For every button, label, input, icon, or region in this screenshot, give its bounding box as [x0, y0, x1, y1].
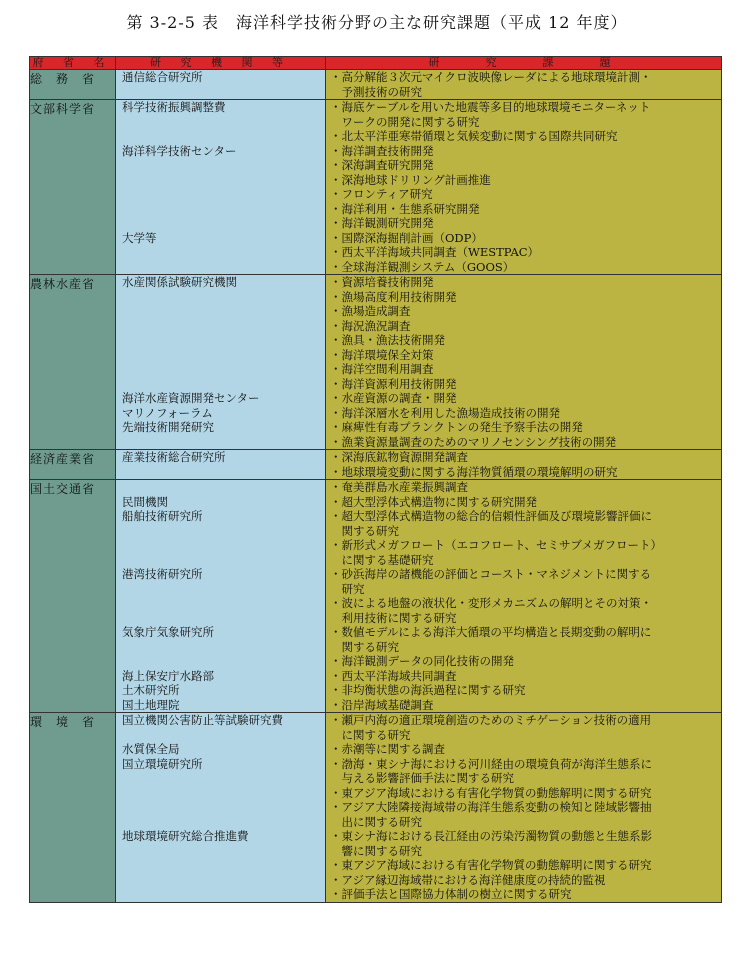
institution-cell	[116, 713, 326, 903]
institution-line	[116, 362, 325, 377]
institution-line	[116, 654, 325, 669]
topic-line: 研究	[330, 581, 365, 596]
topic-line: ・砂浜海岸の諸機能の評価とコースト・マネジメントに関する	[330, 567, 652, 581]
institution-line	[116, 173, 325, 188]
topic-line: ・全球海洋観測システム（GOOS）	[330, 259, 515, 274]
institution-line: 民間機関	[122, 494, 168, 509]
institution-line: マリノフォーラム	[122, 405, 213, 420]
ministry-name: 環 境 省	[30, 713, 116, 903]
institution-line	[116, 304, 325, 319]
ministry-group-row	[30, 713, 722, 903]
topic-line: ・北太平洋亜寒帯循環と気候変動に関する国際共同研究	[330, 129, 618, 143]
topic-line: ・漁業資源量調査のためのマリノセンシング技術の開発	[330, 434, 617, 449]
topic-line: ・海洋観測データの同化技術の開発	[330, 654, 514, 668]
institution-line	[116, 348, 325, 363]
ministry-name: 文部科学省	[30, 100, 116, 275]
topics-cell	[326, 713, 722, 903]
ministry-group-row	[30, 480, 722, 713]
header-ministry: 府 省 名	[30, 57, 116, 70]
institution-line: 船舶技術研究所	[122, 509, 203, 523]
topics-cell	[326, 100, 722, 275]
institution-line	[116, 611, 325, 626]
table-title: 第 3-2-5 表 海洋科学技術分野の主な研究課題（平成 12 年度）	[126, 13, 628, 32]
institution-line	[116, 115, 325, 130]
institution-line	[116, 465, 325, 480]
institution-line	[116, 524, 325, 539]
topic-line: ・フロンティア研究	[330, 187, 433, 201]
institution-line	[116, 202, 325, 217]
topic-line: ・赤潮等に関する調査	[330, 742, 445, 756]
header-institution: 研 究 機 関 等	[116, 57, 326, 70]
ministry-group-row	[30, 100, 722, 275]
ministry-name: 総 務 省	[30, 70, 116, 100]
institution-line	[116, 553, 325, 568]
topic-line: ワークの開発に関する研究	[330, 114, 480, 129]
institution-line	[116, 480, 325, 495]
ministry-name: 経済産業省	[30, 450, 116, 480]
topic-line: ・海洋利用・生態系研究開発	[330, 201, 480, 216]
institution-line	[116, 245, 325, 260]
ministry-name: 国土交通省	[30, 480, 116, 713]
institution-line: 地球環境研究総合推進費	[122, 829, 249, 843]
topic-line: ・数値モデルによる海洋大循環の平均構造と長期変動の解明に	[330, 625, 652, 639]
institution-line	[116, 216, 325, 231]
institution-line: 大学等	[122, 230, 157, 245]
ministry-name: 農林水産省	[30, 275, 116, 450]
topics-cell	[326, 480, 722, 713]
institution-line	[116, 260, 325, 275]
topic-line: ・海洋資源利用技術開発	[330, 376, 457, 391]
topic-line: 関する研究	[330, 639, 399, 654]
institution-cell	[116, 450, 326, 480]
institution-line	[116, 158, 325, 173]
institution-line: 国土地理院	[122, 697, 180, 712]
institution-line	[116, 815, 325, 830]
topic-line: ・渤海・東シナ海における河川経由の環境負荷が海洋生態系に	[330, 756, 652, 771]
institution-line: 国立機関公害防止等試験研究費	[122, 713, 283, 727]
topics-cell	[326, 70, 722, 100]
topic-line: ・地球環境変動に関する海洋物質循環の環境解明の研究	[330, 464, 618, 479]
topic-line: ・海況漁況調査	[330, 318, 411, 333]
institution-line	[116, 582, 325, 597]
research-table	[29, 56, 722, 903]
header-topics: 研 究 課 題	[326, 57, 722, 70]
ministry-group-row	[30, 70, 722, 100]
institution-line: 土木研究所	[122, 683, 180, 697]
institution-line	[116, 333, 325, 348]
institution-line	[116, 800, 325, 815]
topic-line: ・海洋調査技術開発	[330, 143, 434, 158]
institution-cell	[116, 275, 326, 450]
topic-line: ・漁具・漁法技術開発	[330, 333, 445, 347]
topic-line: ・西太平洋海域共同調査	[330, 668, 457, 683]
institution-line	[116, 319, 325, 334]
topic-line: ・瀬戸内海の適正環境創造のためのミチゲーション技術の適用	[330, 713, 652, 727]
topics-cell	[326, 450, 722, 480]
topic-line: ・新形式メガフロート（エコフロート、セミサブメガフロート）	[330, 538, 663, 552]
institution-line	[116, 187, 325, 202]
topic-line: ・漁場造成調査	[330, 304, 411, 318]
topic-line: ・超大型浮体式構造物の総合的信頼性評価及び環境影響評価に	[330, 509, 652, 523]
topic-line: ・アジア縁辺海域帯における海洋健康度の持続的監視	[330, 872, 606, 887]
topic-line: 響に関する研究	[330, 843, 422, 858]
institution-cell	[116, 100, 326, 275]
topic-line: ・東アジア海域における有害化学物質の動態解明に関する研究	[330, 858, 652, 872]
topic-line: 出に関する研究	[330, 814, 422, 829]
institution-cell	[116, 480, 326, 713]
topic-line: ・深海地球ドリリング計画推進	[330, 172, 491, 187]
institution-line: 産業技術総合研究所	[122, 450, 226, 464]
institution-line	[116, 538, 325, 553]
institution-line	[116, 771, 325, 786]
topic-line: ・アジア大陸隣接海域帯の海洋生態系変動の検知と陸域影響抽	[330, 800, 652, 814]
topic-line: 関する研究	[330, 523, 399, 538]
institution-line: 海洋科学技術センター	[122, 143, 237, 158]
institution-line	[116, 435, 325, 450]
ministry-group-row	[30, 450, 722, 480]
institution-line	[116, 377, 325, 392]
topic-line: ・水産資源の調査・開発	[330, 391, 457, 405]
topic-line: ・沿岸海域基礎調査	[330, 697, 434, 712]
topics-cell	[326, 275, 722, 450]
topic-line: ・海洋空間利用調査	[330, 362, 434, 376]
topic-line: に関する研究	[330, 727, 411, 742]
institution-line: 海上保安庁水路部	[122, 668, 214, 683]
topic-line: ・評価手法と国際協力体制の樹立に関する研究	[330, 887, 572, 901]
topic-line: ・東シナ海における長江経由の汚染汚濁物質の動態と生態系影	[330, 829, 652, 843]
institution-line: 科学技術振興調整費	[122, 100, 226, 114]
topic-line: ・海洋観測研究開発	[330, 216, 434, 230]
institution-line	[116, 640, 325, 655]
institution-line	[116, 129, 325, 144]
institution-line: 先端技術開発研究	[122, 420, 214, 434]
topic-line: 与える影響評価手法に関する研究	[330, 771, 514, 785]
institution-line	[116, 786, 325, 801]
institution-line: 国立環境研究所	[122, 756, 203, 771]
topic-line: 利用技術に関する研究	[330, 610, 457, 625]
topic-line: ・深海底鉱物資源開発調査	[330, 450, 468, 464]
topic-line: ・麻痺性有毒プランクトンの発生予察手法の開発	[330, 420, 583, 434]
topic-line: ・西太平洋海域共同調査（WESTPAC）	[330, 245, 540, 259]
institution-line: 海洋水産資源開発センター	[122, 391, 260, 405]
institution-line	[116, 844, 325, 859]
institution-line: 通信総合研究所	[122, 70, 203, 84]
topic-line: ・漁場高度利用技術開発	[330, 289, 457, 304]
institution-cell	[116, 70, 326, 100]
topic-line: ・高分解能３次元マイクロ波映像レーダによる地球環境計測・	[330, 70, 652, 84]
institution-line	[116, 728, 325, 743]
institution-line	[116, 873, 325, 888]
institution-line: 港湾技術研究所	[122, 567, 203, 581]
topic-line: ・国際深海掘削計画（ODP）	[330, 230, 483, 245]
topic-line: ・海洋環境保全対策	[330, 347, 434, 362]
topic-line: ・海洋深層水を利用した漁場造成技術の開発	[330, 405, 560, 420]
topic-line: ・奄美群島水産業振興調査	[330, 480, 468, 494]
ministry-group-row	[30, 275, 722, 450]
institution-line	[116, 858, 325, 873]
institution-line	[116, 596, 325, 611]
institution-line	[116, 887, 325, 902]
topic-line: ・深海調査研究開発	[330, 158, 434, 172]
topic-line: 予測技術の研究	[330, 84, 422, 99]
topic-line: ・資源培養技術開発	[330, 275, 434, 289]
header-row	[30, 57, 722, 70]
topic-line: ・海底ケーブルを用いた地震等多目的地球環境モニターネット	[330, 100, 651, 114]
institution-line: 気象庁気象研究所	[122, 625, 214, 639]
institution-line	[116, 290, 325, 305]
topic-line: ・東アジア海域における有害化学物質の動態解明に関する研究	[330, 785, 652, 800]
institution-line	[116, 85, 325, 100]
topic-line: ・超大型浮体式構造物に関する研究開発	[330, 494, 537, 509]
topic-line: ・非均衡状態の海浜過程に関する研究	[330, 683, 526, 697]
topic-line: に関する基礎研究	[330, 552, 434, 567]
institution-line: 水産関係試験研究機関	[122, 275, 237, 289]
institution-line: 水質保全局	[122, 742, 180, 756]
topic-line: ・波による地盤の液状化・変形メカニズムの解明とその対策・	[330, 596, 652, 610]
